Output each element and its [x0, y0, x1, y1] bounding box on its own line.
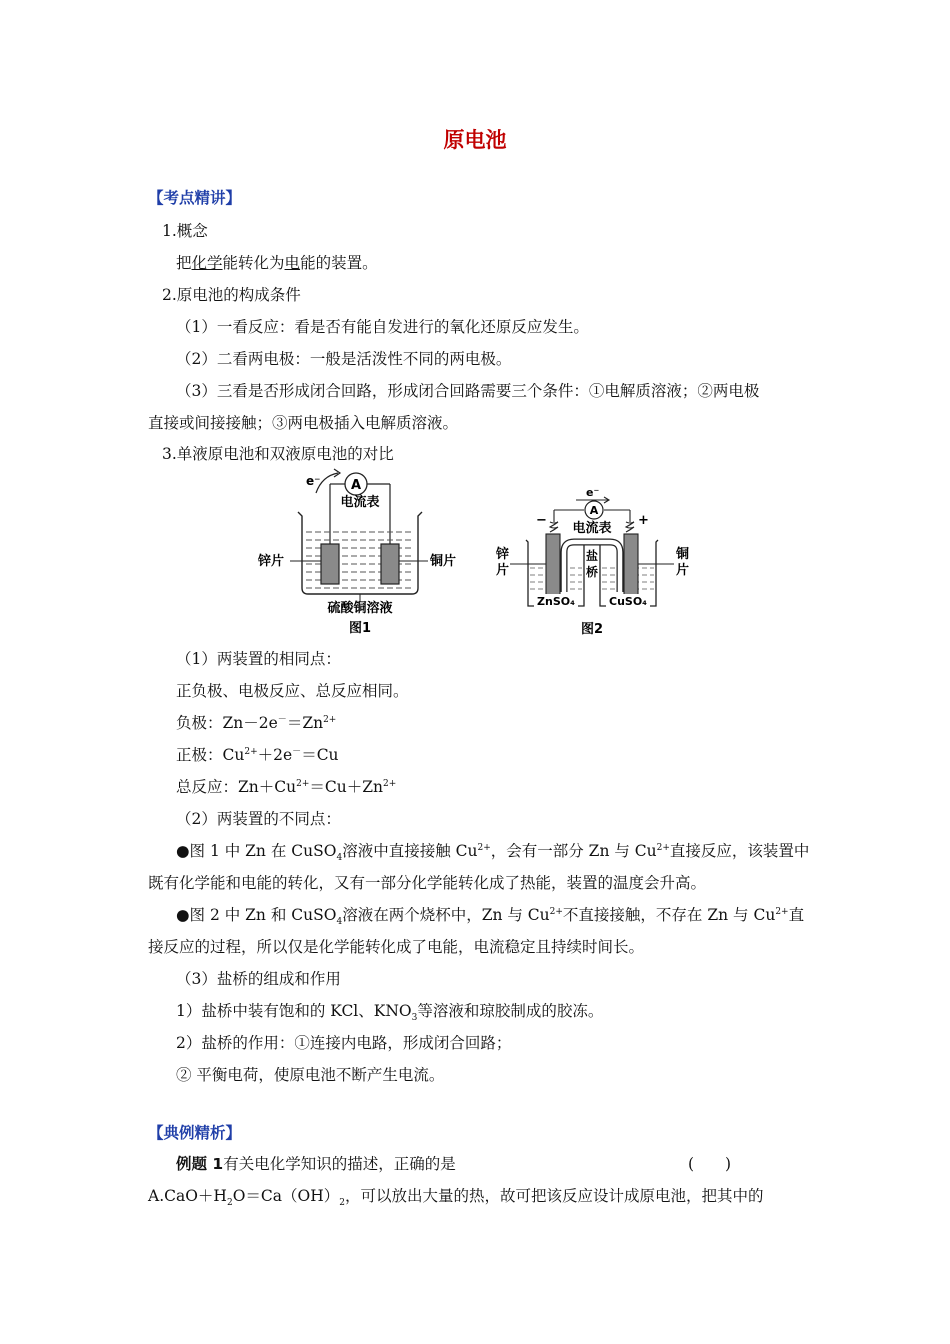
fig1-caption: 图1 [348, 621, 372, 636]
fig1-copper-label: 铜片 [430, 554, 457, 569]
fig2-zinc-electrode [546, 534, 560, 600]
fig2-copper-electrode [624, 534, 638, 600]
fig1-electron-label: e⁻ [306, 474, 321, 488]
fig1-copper-electrode [381, 544, 399, 584]
compare-heading: 3.单液原电池和双液原电池的对比 [162, 445, 394, 463]
fig1-zinc-label: 锌片 [258, 554, 285, 569]
same-heading: （1）两装置的相同点： [176, 650, 341, 668]
example-1-question: 例题 1有关电化学知识的描述，正确的是 [176, 1155, 456, 1173]
example-1-option-a: $A.CaO+H_2O=Ca(OH)_2$，可以放出大量的热，故可把该反应设计成原电池，把其中的 [148, 1187, 764, 1209]
concept-heading: 1.概念 [162, 222, 208, 240]
section-heading-examples: 【典例精析】 [148, 1124, 242, 1142]
salt-bridge-heading: （3）盐桥的组成和作用 [176, 970, 341, 988]
example-1-answer-blank: ( ) [688, 1155, 732, 1173]
fig2-bridge-label-2: 桥 [585, 565, 599, 579]
fig2-copper-label-2: 片 [676, 563, 690, 578]
fig1-ammeter-label: A [350, 478, 362, 493]
diff-paragraph-2-line-2: 接反应的过程，所以仅是化学能转化成了电能，电流稳定且持续时间长。 [148, 938, 645, 956]
fig2-ammeter-label: A [589, 504, 599, 517]
figure-1-single-cell-diagram [250, 460, 470, 640]
negative-electrode-equation: 负极：$Zn-2e^-=Zn^{2+}$ [176, 714, 337, 732]
total-reaction-equation: 总反应：$Zn+Cu^{2+}=Cu+Zn^{2+}$ [176, 778, 397, 796]
section-heading-key-points: 【考点精讲】 [148, 189, 242, 207]
fig1-zinc-electrode [321, 544, 339, 584]
condition-item-3-line-2: 直接或间接接触；③两电极插入电解质溶液。 [148, 414, 459, 432]
diff-paragraph-1-line-2: 既有化学能和电能的转化，又有一部分化学能转化成了热能，装置的温度会升高。 [148, 874, 707, 892]
fig1-meter-label: 电流表 [340, 495, 380, 510]
fig2-copper-label-1: 铜 [676, 547, 690, 562]
fig2-zinc-label-2: 片 [496, 563, 510, 578]
salt-bridge-item-3: ② 平衡电荷，使原电池不断产生电流。 [176, 1066, 445, 1084]
fig2-zinc-label-1: 锌 [496, 547, 510, 562]
fig2-bridge-label-1: 盐 [585, 549, 599, 563]
salt-bridge-item-1: 1）盐桥中装有饱和的 KCl、$KNO_3$等溶液和琼胶制成的胶冻。 [176, 1002, 604, 1024]
concept-text: 把化学能转化为电能的装置。 [176, 254, 378, 272]
fig2-meter-label: 电流表 [572, 521, 612, 536]
condition-item-1: （1）一看反应：看是否有能自发进行的氧化还原反应发生。 [176, 318, 589, 336]
example-1-label: 例题 1 [176, 1155, 224, 1173]
fig2-caption: 图2 [580, 622, 604, 637]
fig2-minus-sign: − [536, 513, 547, 528]
condition-item-3-line-1: （3）三看是否形成闭合回路，形成闭合回路需要三个条件：①电解质溶液；②两电极 [176, 382, 760, 400]
fig2-right-solution: CuSO₄ [609, 595, 647, 608]
fig2-plus-sign: + [638, 513, 649, 528]
fig2-left-solution: ZnSO₄ [537, 595, 575, 608]
salt-bridge-item-2: 2）盐桥的作用：①连接内电路，形成闭合回路； [176, 1034, 512, 1052]
fig1-beaker [298, 512, 422, 594]
fig2-electron-label: e⁻ [586, 486, 600, 499]
diff-paragraph-1-line-1: ●图 1 中 Zn 在 CuSO$_4$溶液中直接接触 $Cu^{2+}$，会有一部分 Zn 与 $Cu^{2+}$直接反应，该装置中 [176, 842, 810, 864]
fig1-solution-label: 硫酸铜溶液 [327, 601, 393, 616]
positive-electrode-equation: 正极：$Cu^{2+}+2e^-=Cu$ [176, 746, 339, 764]
diff-heading: （2）两装置的不同点： [176, 810, 341, 828]
diff-paragraph-2-line-1: ●图 2 中 Zn 和 CuSO$_4$溶液在两个烧杯中，Zn 与 $Cu^{2+}$不直接接触，不存在 Zn 与 $Cu^{2+}$直 [176, 906, 805, 928]
page-title: 原电池 [443, 128, 507, 152]
condition-item-2: （2）二看两电极：一般是活泼性不同的两电极。 [176, 350, 512, 368]
figure-2-salt-bridge-diagram [490, 480, 700, 640]
conditions-heading: 2.原电池的构成条件 [162, 286, 301, 304]
same-text: 正负极、电极反应、总反应相同。 [176, 682, 409, 700]
